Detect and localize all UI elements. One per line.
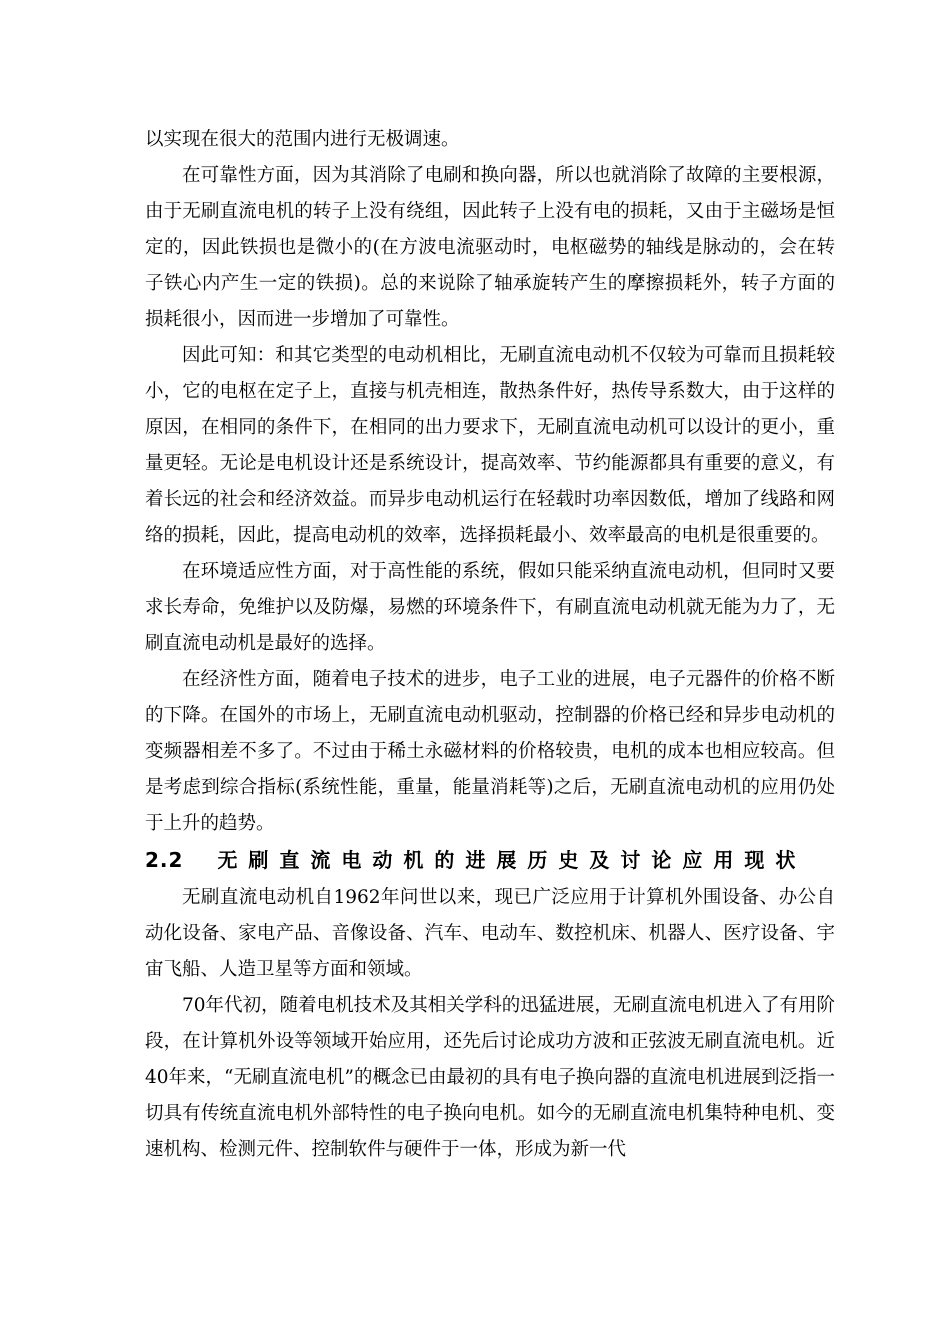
document-page	[145, 122, 835, 1168]
paragraph-environment: 在环境适应性方面，对于高性能的系统，假如只能采纳直流电动机，但同时又要求长寿命，免维护以及防爆，易燃的环境条件下，有刷直流电动机就无能为力了，无刷直流电动机是最好的选择。	[145, 561, 835, 654]
paragraph-continuation: 以实现在很大的范围内进行无极调速。	[145, 129, 460, 150]
paragraph-applications: 无刷直流电动机自1962年问世以来，现已广泛应用于计算机外围设备、办公自动化设备、家电产品、音像设备、汽车、电动车、数控机床、机器人、医疗设备、宇宙飞船、人造卫星等方面和领域。	[145, 887, 835, 980]
section-heading	[145, 842, 835, 880]
paragraph-history: 70年代初，随着电机技术及其相关学科的迅猛进展，无刷直流电机进入了有用阶段，在计算机外设等领域开始应用，还先后讨论成功方波和正弦波无刷直流电机。近40年来，“无刷直流电机”的概念已由最初的具有电子换向器的直流电机进展到泛指一切具有传统直流电机外部特性的电子换向电机。如今的无刷直流电机集特种电机、变速机构、检测元件、控制软件与硬件于一体，形成为新一代	[145, 995, 835, 1160]
section-number: 2.2	[145, 848, 184, 872]
paragraph-comparison: 因此可知：和其它类型的电动机相比，无刷直流电动机不仅较为可靠而且损耗较小，它的电枢在定子上，直接与机壳相连，散热条件好，热传导系数大，由于这样的原因，在相同的条件下，在相同的出力要求下，无刷直流电动机可以设计的更小，重量更轻。无论是电机设计还是系统设计，提高效率、节约能源都具有重要的意义，有着长远的社会和经济效益。而异步电动机运行在轻载时功率因数低，增加了线路和网络的损耗，因此，提高电动机的效率，选择损耗最小、效率最高的电机是很重要的。	[145, 345, 835, 546]
paragraph-reliability: 在可靠性方面，因为其消除了电刷和换向器，所以也就消除了故障的主要根源，由于无刷直流电机的转子上没有绕组，因此转子上没有电的损耗，又由于主磁场是恒定的，因此铁损也是微小的(在方波电流驱动时，电枢磁势的轴线是脉动的，会在转子铁心内产生一定的铁损)。总的来说除了轴承旋转产生的摩擦损耗外，转子方面的损耗很小，因而进一步增加了可靠性。	[145, 165, 835, 330]
section-title: 无刷直流电动机的进展历史及讨论应用现状	[217, 848, 807, 872]
paragraph-economy: 在经济性方面，随着电子技术的进步，电子工业的进展，电子元器件的价格不断的下降。在国外的市场上，无刷直流电动机驱动，控制器的价格已经和异步电动机的变频器相差不多了。不过由于稀土永磁材料的价格较贵，电机的成本也相应较高。但是考虑到综合指标(系统性能，重量，能量消耗等)之后，无刷直流电动机的应用仍处于上升的趋势。	[145, 669, 835, 834]
